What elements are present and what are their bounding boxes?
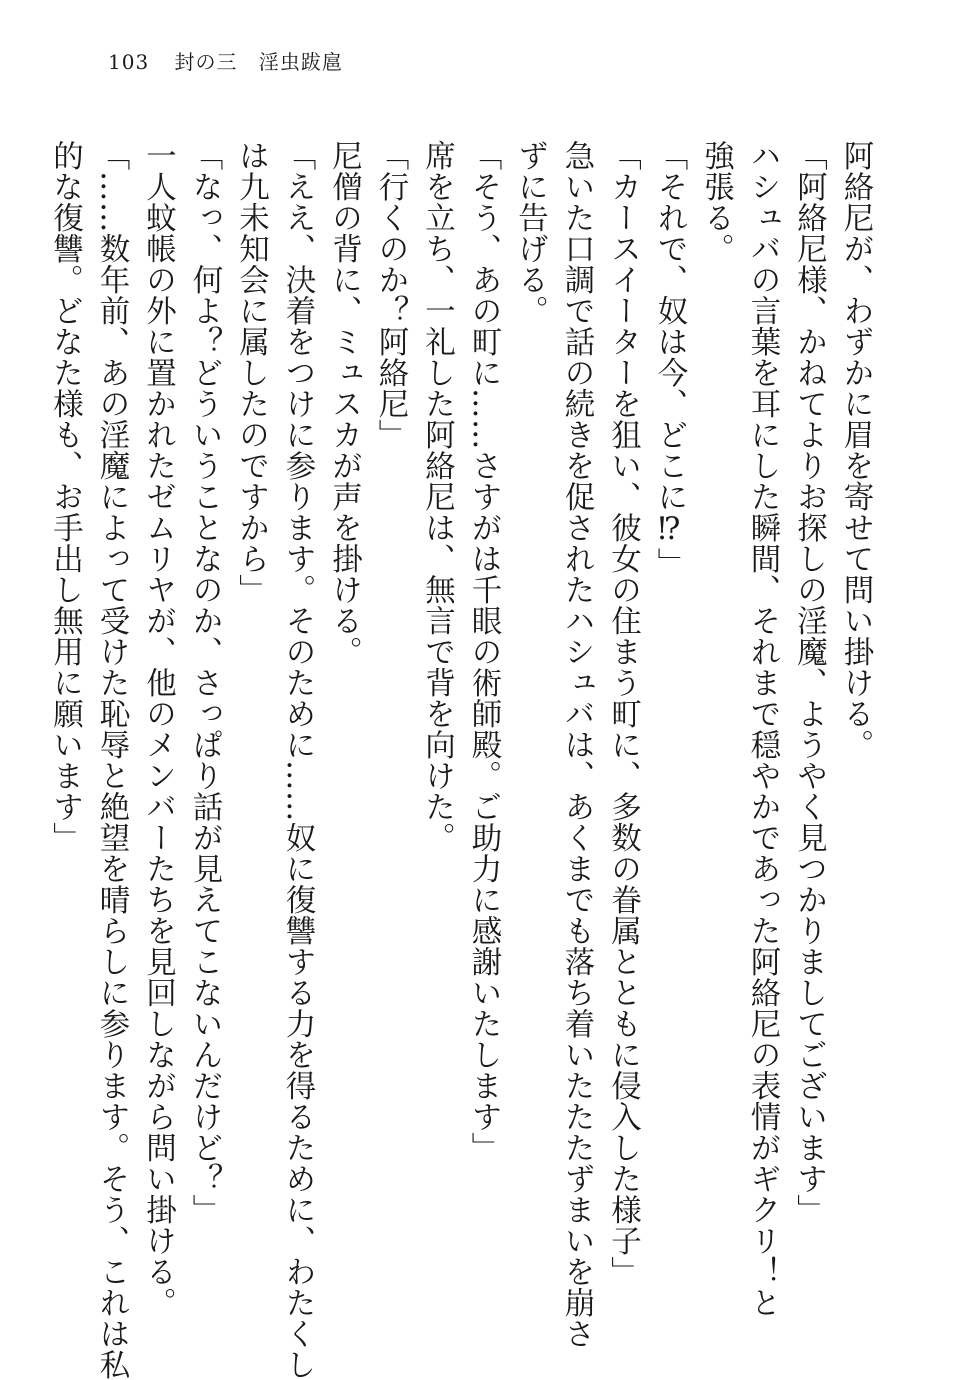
running-header <box>108 46 343 75</box>
text-line: 「……数年前、あの淫魔によって受けた恥辱と絶望を晴らしに参ります。そう、これは私 <box>94 140 129 1380</box>
text-line: 「カースイーターを狙い、彼女の住まう町に、多数の眷属とともに侵入した様子」 <box>605 140 641 1287</box>
text-line: 「なっ、何よ？どういうことなのか、さっぱり話が見えてこないんだけど？」 <box>187 140 222 1225</box>
page-number: 103 <box>108 50 150 74</box>
text-line: 尼僧の背に、ミュスカが声を掛ける。 <box>326 140 362 667</box>
text-line: 阿絡尼が、わずかに眉を寄せて問い掛ける。 <box>838 140 873 760</box>
chapter-label: 封の三 <box>174 50 238 74</box>
text-line: 「阿絡尼様、かねてよりお探しの淫魔、ようやく見つかりましてございます」 <box>791 140 827 1225</box>
text-line: 「ええ、決着をつけに参ります。そのために……奴に復讐する力を得るために、わたくし <box>280 140 315 1380</box>
text-line: ずに告げる。 <box>512 140 548 326</box>
text-line: 「そう、あの町に……さすがは千眼の術師殿。ご助力に感謝いたします」 <box>466 140 501 1163</box>
text-line: 急いた口調で話の続きを促されたハシュバは、あくまでも落ち着いたたたずまいを崩さ <box>559 140 594 1349</box>
text-line: ハシュバの言葉を耳にした瞬間、それまで穏やかであった阿絡尼の表情がギクリ！と <box>745 140 780 1318</box>
text-line: 「行くのか？阿絡尼」 <box>373 140 408 450</box>
text-line: 一人蚊帳の外に置かれたゼムリヤが、他のメンバーたちを見回しながら問い掛ける。 <box>140 140 176 1318</box>
text-line: 席を立ち、一礼した阿絡尼は、無言で背を向けた。 <box>419 140 455 853</box>
text-line: 強張る。 <box>698 140 734 264</box>
text-line: は九未知会に属したのですから」 <box>233 140 269 605</box>
text-line: 的な復讐。どなた様も、お手出し無用に願います」 <box>47 140 83 853</box>
chapter-title: 淫虫跋扈 <box>258 50 343 74</box>
vertical-body-text <box>41 140 878 1380</box>
text-line: 「それで、奴は今、どこに⁉」 <box>652 140 687 579</box>
